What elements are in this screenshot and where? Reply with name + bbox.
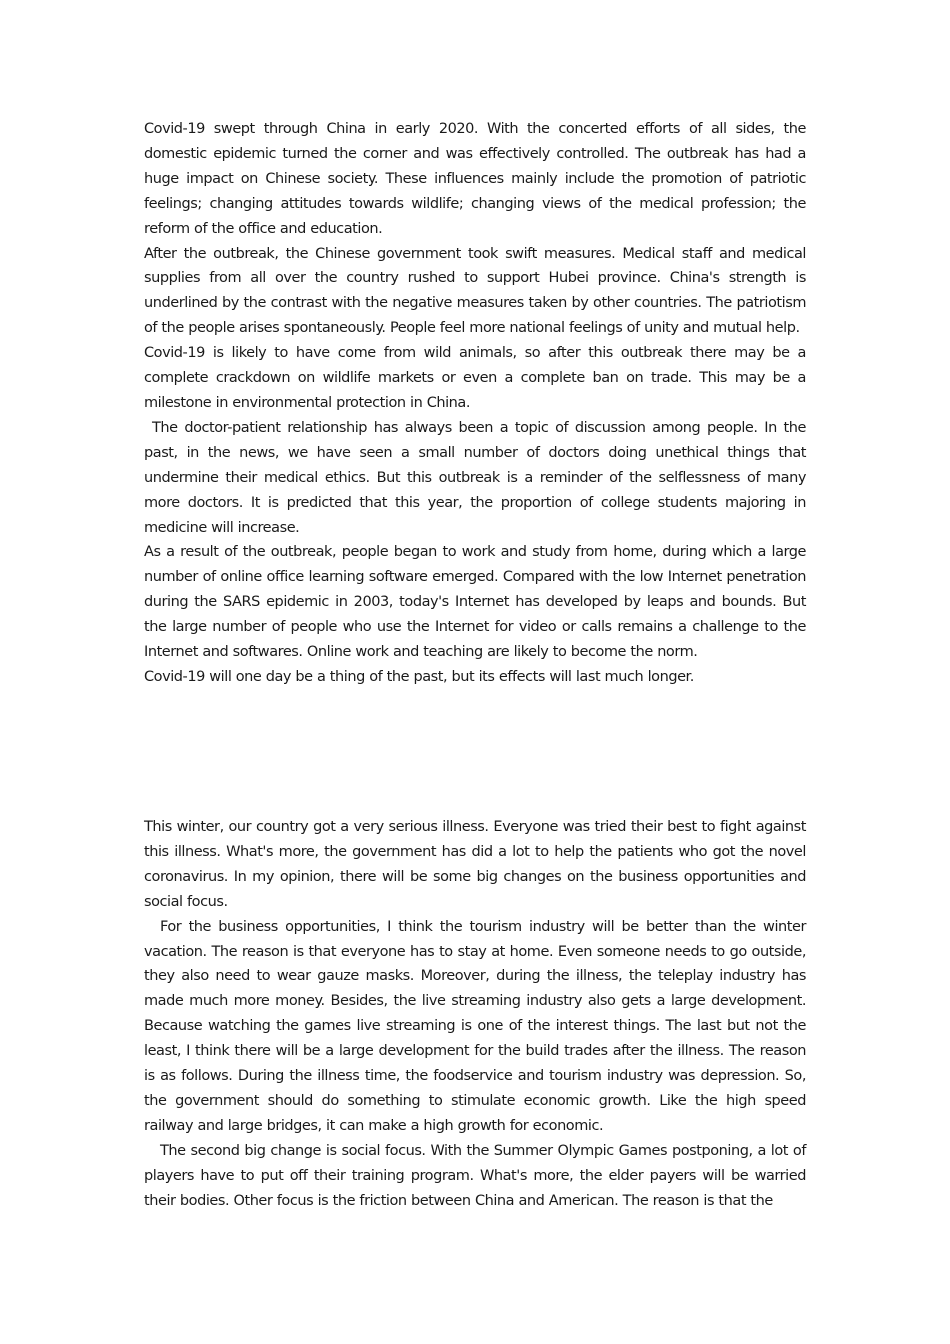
essay-2-paragraph-intro: This winter, our country got a very serious illness. Everyone was tried their best to fight against this illness. What's more, the government has did a lot to help the patients who got the novel coronavirus. In my opinion, there will be some big changes on the business opportunities and social focus. — [144, 819, 806, 910]
essay-1-paragraph-patriotism: After the outbreak, the Chinese government took swift measures. Medical staff and medical supplies from all over the country rushed to support Hubei province. China's strength is underlined by the contrast with the negative measures taken by other countries. The patriotism of the people arises spontaneously. People feel more national feelings of unity and mutual help. — [144, 245, 806, 337]
essay-1-paragraph-office-education: As a result of the outbreak, people began to work and study from home, during which a large number of online office learning software emerged. Compared with the low Internet penetration during the SARS epidemic in 2003, today's Internet has developed by leaps and bounds. But the large number of people who use the Internet for video or calls remains a challenge to the Internet and softwares. Online work and teaching are likely to become the norm. — [144, 544, 806, 661]
essay-1-paragraph-intro: Covid-19 swept through China in early 2020. With the concerted efforts of all sides, the domestic epidemic turned the corner and was effectively controlled. The outbreak has had a huge impact on Chinese society. These influences mainly include the promotion of patriotic feelings; changing attitudes towards wildlife; changing views of the medical profession; the reform of the office and education. — [144, 121, 806, 237]
essay-1 — [144, 117, 806, 690]
essay-1-paragraph-conclusion: Covid-19 will one day be a thing of the past, but its effects will last much longer. — [144, 668, 694, 685]
essay-2-paragraph-business: For the business opportunities, I think the tourism industry will be better than the winter vacation. The reason is that everyone has to stay at home. Even someone needs to go outside, they also need to wear gauze masks. Moreover, during the illness, the teleplay industry has made much more money. Besides, the live streaming industry also gets a large development. Because watching the games live streaming is one of the interest things. The last but not the least, I think there will be a large development for the build trades after the illness. The reason is as follows. During the illness time, the foodservice and tourism industry was depression. So, the government should do something to stimulate economic growth. Like the high speed railway and large bridges, it can make a high growth for economic. — [144, 918, 806, 1134]
essay-1-paragraph-wildlife: Covid-19 is likely to have come from wild animals, so after this outbreak there may be a complete crackdown on wildlife markets or even a complete ban on trade. This may be a milestone in environmental protection in China. — [144, 345, 806, 411]
essay-2 — [144, 815, 806, 1214]
essay-1-paragraph-medical: The doctor-patient relationship has always been a topic of discussion among people. In the past, in the news, we have seen a small number of doctors doing unethical things that undermine their medical ethics. But this outbreak is a reminder of the selflessness of many more doctors. It is predicted that this year, the proportion of college students majoring in medicine will increase. — [144, 419, 806, 536]
essay-2-paragraph-social-focus: The second big change is social focus. With the Summer Olympic Games postponing, a lot of players have to put off their training program. What's more, the elder payers will be warried their bodies. Other focus is the friction between China and American. The reason is that the — [144, 1142, 806, 1209]
